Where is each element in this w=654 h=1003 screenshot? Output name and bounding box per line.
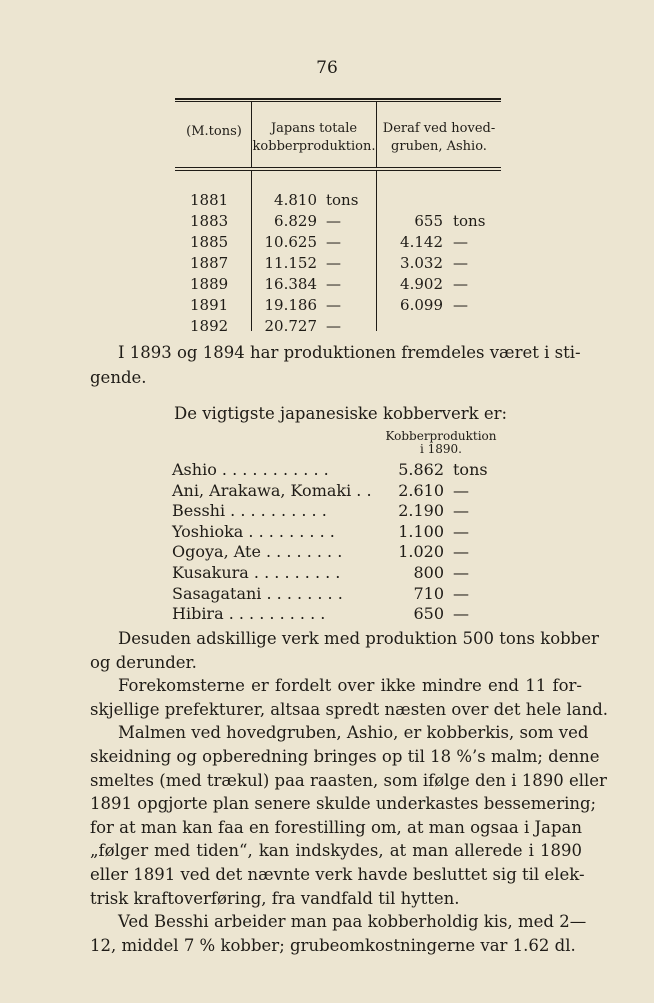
paragraph-line: Ved Besshi arbeider man paa kobberholdig kis, med 2— — [118, 912, 587, 932]
works-unit: tons — [453, 460, 488, 479]
table-header-rule — [175, 167, 501, 168]
table-year: 1887 — [190, 254, 229, 272]
works-value: 650 — [413, 604, 444, 624]
table-total: 6.829 — [274, 212, 317, 230]
table-total-unit: — — [326, 233, 341, 251]
paragraph-line: Desuden adskillige verk med produktion 500 tons kobber — [118, 629, 599, 648]
works-value: 710 — [413, 583, 444, 603]
table-total-unit: — — [326, 296, 341, 314]
table-year: 1881 — [190, 191, 229, 209]
paragraph-line: gende. — [90, 368, 147, 387]
table-header-unit: (M.tons) — [186, 124, 242, 139]
works-name: Ashio . . . . . . . . . . . — [172, 460, 329, 479]
table-year: 1883 — [190, 212, 229, 230]
table-ashio-unit: — — [453, 296, 468, 314]
table-total-unit: — — [326, 275, 341, 293]
table-total-unit: — — [326, 254, 341, 272]
table-total: 4.810 — [274, 191, 317, 209]
paragraph-line: skjellige prefekturer, altsaa spredt næsten over det hele land. — [90, 699, 609, 719]
table-ashio: 3.032 — [400, 254, 443, 272]
table-top-rule-thin — [175, 101, 501, 102]
table-year: 1891 — [190, 296, 229, 314]
paragraph-line: smeltes (med trækul) paa raasten, som ifølge den i 1890 eller — [90, 770, 607, 790]
table-total: 16.384 — [264, 275, 317, 293]
works-unit: — — [453, 563, 469, 582]
paragraph-line: I 1893 og 1894 har produktionen fremdeles været i sti- — [118, 343, 581, 362]
paragraph-line: 1891 opgjorte plan senere skulde underkastes bessemering; — [90, 794, 597, 814]
table-top-rule — [175, 98, 501, 100]
works-unit: — — [453, 521, 469, 541]
table-year: 1892 — [190, 317, 229, 335]
table-ashio: 655 — [414, 212, 443, 230]
works-value: 800 — [413, 563, 444, 582]
works-name: Sasagatani . . . . . . . . — [172, 583, 343, 603]
works-unit: — — [453, 583, 469, 603]
table-total: 10.625 — [264, 233, 317, 251]
page-number: 76 — [316, 58, 338, 78]
works-value: 1.020 — [398, 542, 444, 562]
table-total: 11.152 — [264, 254, 317, 272]
paragraph-line: og derunder. — [90, 652, 197, 672]
paragraph-line: for at man kan faa en forestilling om, at man ogsaa i Japan — [90, 817, 582, 837]
works-unit: — — [453, 542, 469, 562]
paragraph-line: Forekomsterne er fordelt over ikke mindre end 11 for- — [118, 676, 582, 696]
table-total-unit: — — [326, 317, 341, 335]
paragraph-line: „følger med tiden“, kan indskydes, at man allerede i 1890 — [90, 841, 582, 861]
table-header-total: Japans totale kobberproduktion. — [252, 121, 376, 154]
table-ashio: 6.099 — [400, 296, 443, 314]
works-col-header: i 1890. — [419, 442, 462, 456]
works-unit: — — [453, 604, 469, 624]
table-header-ashio: Deraf ved hoved- gruben, Ashio. — [382, 121, 496, 154]
works-value: 2.190 — [398, 501, 444, 521]
works-col-header: Kobberproduktion — [385, 429, 497, 443]
paragraph-line: eller 1891 ved det nævnte verk havde besluttet sig til elek- — [90, 865, 585, 884]
table-ashio-unit: tons — [453, 212, 486, 230]
paragraph-line: Malmen ved hovedgruben, Ashio, er kobberkis, som ved — [118, 723, 589, 743]
table-ashio-unit: — — [453, 233, 468, 251]
table-total: 20.727 — [264, 317, 317, 335]
table-year: 1889 — [190, 275, 229, 293]
works-name: Ogoya, Ate . . . . . . . . — [172, 542, 343, 562]
table-ashio-unit: — — [453, 254, 468, 272]
table-ashio-unit: — — [453, 275, 468, 293]
works-unit: — — [453, 480, 469, 500]
table-col-divider — [376, 171, 377, 331]
table-total: 19.186 — [264, 296, 317, 314]
paragraph-line: 12, middel 7 % kobber; grubeomkostningerne var 1.62 dl. — [90, 935, 576, 955]
works-value: 2.610 — [398, 480, 444, 500]
paragraph-line: skeidning og opberedning bringes op til 18 %’s malm; denne — [90, 747, 600, 766]
table-total-unit: tons — [326, 191, 359, 209]
table-ashio: 4.142 — [400, 233, 443, 251]
table-col-divider — [251, 171, 252, 331]
works-name: Yoshioka . . . . . . . . . — [172, 521, 335, 541]
table-year: 1885 — [190, 233, 229, 251]
works-name: Kusakura . . . . . . . . . — [172, 563, 341, 582]
table-ashio: 4.902 — [400, 275, 443, 293]
works-name: Besshi . . . . . . . . . . — [172, 501, 327, 521]
works-name: Ani, Arakawa, Komaki . . — [172, 480, 372, 500]
works-value: 5.862 — [398, 460, 444, 479]
table-header-rule-2 — [175, 170, 501, 171]
paragraph-line: trisk kraftoverføring, fra vandfald til hytten. — [90, 888, 460, 908]
works-unit: — — [453, 501, 469, 521]
works-heading: De vigtigste japanesiske kobberverk er: — [174, 404, 508, 423]
works-name: Hibira . . . . . . . . . . — [172, 604, 326, 624]
works-value: 1.100 — [398, 521, 444, 541]
table-total-unit: — — [326, 212, 341, 230]
